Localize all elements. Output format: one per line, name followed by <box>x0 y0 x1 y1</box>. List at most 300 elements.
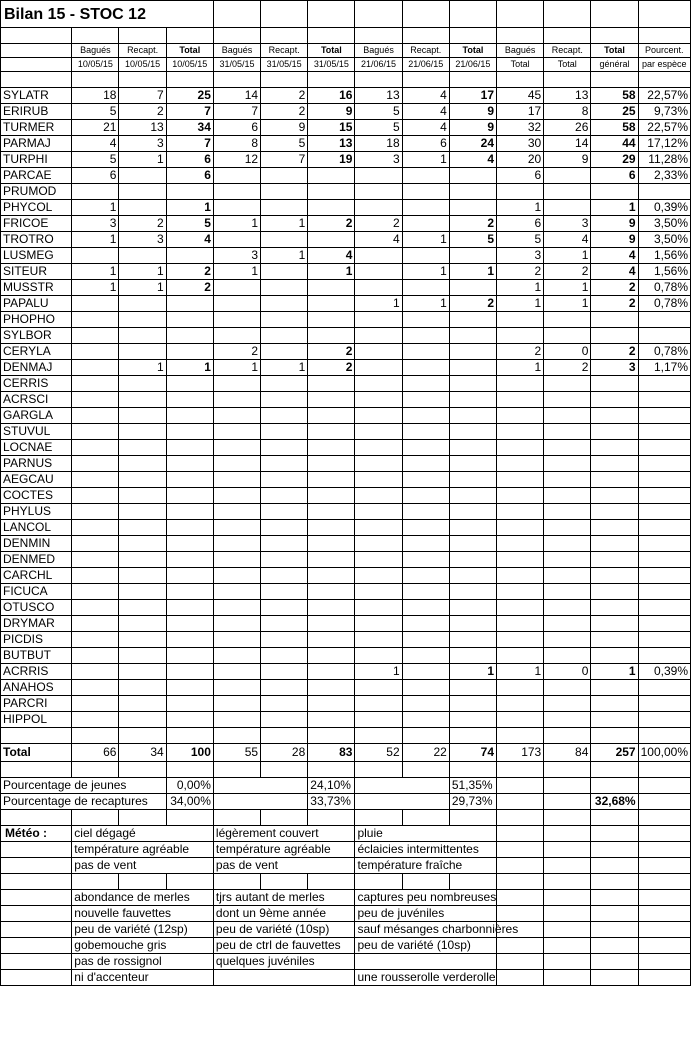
meteo-session-3: éclaicies intermittentes <box>355 842 497 858</box>
species-value: 44 <box>591 136 638 152</box>
species-value <box>355 408 402 424</box>
species-value: 32 <box>497 120 544 136</box>
species-value <box>213 600 260 616</box>
stat-general: 32,68% <box>591 794 638 810</box>
species-code: TROTRO <box>1 232 72 248</box>
species-value: 0,78% <box>638 280 690 296</box>
species-code: PAPALU <box>1 296 72 312</box>
species-value <box>72 504 119 520</box>
species-value <box>308 296 355 312</box>
total-value: 84 <box>544 744 591 762</box>
species-value <box>497 536 544 552</box>
species-value: 4 <box>591 264 638 280</box>
species-value <box>544 408 591 424</box>
species-value <box>166 424 213 440</box>
species-value: 17 <box>497 104 544 120</box>
species-value <box>166 392 213 408</box>
species-value <box>308 696 355 712</box>
species-value: 0 <box>544 344 591 360</box>
species-value <box>119 632 166 648</box>
species-value <box>213 664 260 680</box>
stat-value: 29,73% <box>449 794 496 810</box>
total-value: 100,00% <box>638 744 690 762</box>
species-value <box>544 632 591 648</box>
species-value <box>497 600 544 616</box>
species-value: 0,39% <box>638 200 690 216</box>
species-row <box>1 632 691 648</box>
species-value <box>355 264 402 280</box>
species-value <box>544 312 591 328</box>
column-header: Total <box>497 58 544 72</box>
species-value: 1,17% <box>638 360 690 376</box>
species-value <box>402 472 449 488</box>
species-value <box>355 280 402 296</box>
species-row <box>1 488 691 504</box>
species-value <box>449 696 496 712</box>
species-value <box>591 376 638 392</box>
species-value: 0 <box>544 664 591 680</box>
stat-value: 24,10% <box>308 778 355 794</box>
species-value: 2 <box>449 216 496 232</box>
species-value <box>638 376 690 392</box>
species-value: 8 <box>213 136 260 152</box>
species-value <box>261 440 308 456</box>
species-value: 21 <box>72 120 119 136</box>
species-value <box>544 376 591 392</box>
species-value: 1 <box>261 248 308 264</box>
species-value <box>72 648 119 664</box>
species-value <box>355 360 402 376</box>
species-value <box>355 488 402 504</box>
species-value <box>638 312 690 328</box>
species-value: 2 <box>308 344 355 360</box>
species-value <box>402 408 449 424</box>
species-value <box>72 552 119 568</box>
species-value <box>638 616 690 632</box>
species-value <box>166 296 213 312</box>
species-value <box>355 504 402 520</box>
header-row <box>1 58 691 72</box>
species-value: 2 <box>213 344 260 360</box>
species-value <box>449 376 496 392</box>
species-value: 3 <box>119 232 166 248</box>
species-code: CERRIS <box>1 376 72 392</box>
species-value <box>497 632 544 648</box>
species-value: 9,73% <box>638 104 690 120</box>
species-value <box>402 456 449 472</box>
column-header: Total <box>591 44 638 58</box>
species-value <box>119 296 166 312</box>
column-header: Bagués <box>72 44 119 58</box>
species-value: 5 <box>261 136 308 152</box>
species-value <box>308 552 355 568</box>
species-row <box>1 504 691 520</box>
species-value <box>591 552 638 568</box>
species-code: PHYCOL <box>1 200 72 216</box>
blank-row <box>1 810 691 826</box>
species-code: PARNUS <box>1 456 72 472</box>
species-value <box>308 312 355 328</box>
species-code: PRUMOD <box>1 184 72 200</box>
page-title: Bilan 15 - STOC 12 <box>1 1 214 28</box>
species-value <box>119 440 166 456</box>
species-value: 6 <box>497 216 544 232</box>
species-value <box>166 584 213 600</box>
species-value <box>119 248 166 264</box>
note-session-1: peu de variété (12sp) <box>72 922 214 938</box>
species-value <box>119 600 166 616</box>
note-session-2: dont un 9ème année <box>213 906 355 922</box>
species-value: 1 <box>72 232 119 248</box>
species-code: STUVUL <box>1 424 72 440</box>
species-value <box>591 712 638 728</box>
species-value <box>591 424 638 440</box>
species-value <box>213 328 260 344</box>
species-value <box>638 424 690 440</box>
species-code: AEGCAU <box>1 472 72 488</box>
species-value <box>591 184 638 200</box>
species-value <box>166 328 213 344</box>
species-row <box>1 456 691 472</box>
species-value: 1 <box>402 152 449 168</box>
species-value <box>544 392 591 408</box>
species-row <box>1 472 691 488</box>
species-row <box>1 584 691 600</box>
species-value: 1 <box>72 264 119 280</box>
species-value <box>355 616 402 632</box>
species-code: ERIRUB <box>1 104 72 120</box>
species-row <box>1 296 691 312</box>
species-row <box>1 216 691 232</box>
total-value: 55 <box>213 744 260 762</box>
column-header: 21/06/15 <box>402 58 449 72</box>
species-code: OTUSCO <box>1 600 72 616</box>
species-value: 9 <box>591 232 638 248</box>
species-value <box>449 488 496 504</box>
species-value <box>449 200 496 216</box>
meteo-session-3: pluie <box>355 826 497 842</box>
total-value: 22 <box>402 744 449 762</box>
species-value <box>638 392 690 408</box>
species-value <box>119 200 166 216</box>
species-value: 2 <box>497 264 544 280</box>
species-value: 2 <box>261 88 308 104</box>
species-row <box>1 152 691 168</box>
species-value: 13 <box>544 88 591 104</box>
species-value: 1 <box>449 664 496 680</box>
species-row <box>1 568 691 584</box>
species-value <box>591 584 638 600</box>
species-value <box>119 520 166 536</box>
species-row <box>1 696 691 712</box>
stat-value: 51,35% <box>449 778 496 794</box>
species-value <box>119 184 166 200</box>
species-value <box>449 360 496 376</box>
species-value <box>72 248 119 264</box>
species-value <box>308 648 355 664</box>
note-session-3: captures peu nombreuses <box>355 890 497 906</box>
species-value <box>119 648 166 664</box>
species-value <box>449 600 496 616</box>
species-value <box>261 264 308 280</box>
species-value <box>591 328 638 344</box>
species-value: 1 <box>119 280 166 296</box>
species-value <box>449 648 496 664</box>
species-value: 9 <box>449 120 496 136</box>
species-code: LUSMEG <box>1 248 72 264</box>
species-value: 1,56% <box>638 248 690 264</box>
species-value <box>402 680 449 696</box>
species-code: MUSSTR <box>1 280 72 296</box>
species-value <box>402 200 449 216</box>
species-value <box>544 488 591 504</box>
species-value <box>119 392 166 408</box>
species-value <box>213 584 260 600</box>
species-code: TURMER <box>1 120 72 136</box>
species-value <box>449 344 496 360</box>
species-value: 3 <box>355 152 402 168</box>
species-value <box>402 520 449 536</box>
column-header: Bagués <box>213 44 260 58</box>
species-value <box>591 312 638 328</box>
species-value: 1 <box>308 264 355 280</box>
species-value: 9 <box>449 104 496 120</box>
species-value <box>449 248 496 264</box>
species-value: 5 <box>355 120 402 136</box>
species-value: 2 <box>544 264 591 280</box>
species-value <box>591 472 638 488</box>
column-header: Total <box>308 44 355 58</box>
stat-label: Pourcentage de recaptures <box>1 794 167 810</box>
species-row <box>1 600 691 616</box>
total-value: 34 <box>119 744 166 762</box>
species-row <box>1 648 691 664</box>
species-value: 45 <box>497 88 544 104</box>
species-value <box>261 584 308 600</box>
species-value: 2,33% <box>638 168 690 184</box>
species-value <box>544 472 591 488</box>
species-value <box>213 280 260 296</box>
meteo-session-1: pas de vent <box>72 858 214 874</box>
species-value <box>213 696 260 712</box>
species-value <box>72 408 119 424</box>
species-value <box>544 504 591 520</box>
species-value: 6 <box>166 168 213 184</box>
species-value <box>308 568 355 584</box>
species-value: 1 <box>497 664 544 680</box>
species-value <box>497 440 544 456</box>
species-value <box>544 184 591 200</box>
species-value <box>402 440 449 456</box>
species-value: 0,78% <box>638 344 690 360</box>
species-value <box>638 488 690 504</box>
species-value <box>449 440 496 456</box>
species-value <box>638 696 690 712</box>
species-value <box>308 376 355 392</box>
species-value <box>355 168 402 184</box>
species-row <box>1 264 691 280</box>
species-value: 26 <box>544 120 591 136</box>
species-value <box>261 536 308 552</box>
species-value <box>119 328 166 344</box>
species-value <box>544 568 591 584</box>
species-value: 2 <box>449 296 496 312</box>
species-value <box>355 568 402 584</box>
species-value <box>261 168 308 184</box>
species-value: 1 <box>402 232 449 248</box>
species-value <box>213 616 260 632</box>
note-session-3 <box>355 954 497 970</box>
species-value <box>355 552 402 568</box>
note-session-2 <box>213 970 355 986</box>
total-value: 100 <box>166 744 213 762</box>
column-header: Recapt. <box>119 44 166 58</box>
species-value <box>261 328 308 344</box>
species-value <box>591 536 638 552</box>
column-header: par espèce <box>638 58 690 72</box>
species-value: 17 <box>449 88 496 104</box>
species-value <box>308 232 355 248</box>
species-value <box>591 408 638 424</box>
note-session-3: peu de juvéniles <box>355 906 497 922</box>
species-value: 9 <box>544 152 591 168</box>
meteo-session-1: ciel dégagé <box>72 826 214 842</box>
species-value <box>355 328 402 344</box>
blank-row <box>1 762 691 778</box>
species-value <box>261 568 308 584</box>
species-value: 25 <box>591 104 638 120</box>
meteo-row <box>1 826 691 842</box>
species-value: 1 <box>544 280 591 296</box>
column-header: 31/05/15 <box>261 58 308 72</box>
species-value <box>261 552 308 568</box>
species-value: 13 <box>355 88 402 104</box>
species-value <box>119 616 166 632</box>
species-value <box>72 488 119 504</box>
species-value <box>449 520 496 536</box>
species-value <box>119 664 166 680</box>
species-code: HIPPOL <box>1 712 72 728</box>
species-value <box>213 552 260 568</box>
species-value: 2 <box>591 344 638 360</box>
species-row <box>1 520 691 536</box>
species-value <box>166 312 213 328</box>
species-value <box>213 632 260 648</box>
species-row <box>1 344 691 360</box>
species-value <box>355 584 402 600</box>
species-value <box>591 488 638 504</box>
stat-value: 0,00% <box>166 778 213 794</box>
species-value <box>119 488 166 504</box>
total-label: Total <box>1 744 72 762</box>
species-value: 18 <box>72 88 119 104</box>
note-session-3: peu de variété (10sp) <box>355 938 497 954</box>
species-value <box>402 376 449 392</box>
species-value <box>308 584 355 600</box>
total-value: 257 <box>591 744 638 762</box>
meteo-session-2: légèrement couvert <box>213 826 355 842</box>
species-value <box>402 504 449 520</box>
species-value: 1 <box>497 280 544 296</box>
species-row <box>1 312 691 328</box>
species-code: DENMAJ <box>1 360 72 376</box>
total-row <box>1 744 691 762</box>
species-code: DENMIN <box>1 536 72 552</box>
species-value <box>261 344 308 360</box>
species-value: 1 <box>213 360 260 376</box>
species-value: 12 <box>213 152 260 168</box>
species-value <box>308 520 355 536</box>
species-value <box>355 312 402 328</box>
meteo-row <box>1 858 691 874</box>
species-value: 9 <box>591 216 638 232</box>
species-value <box>638 536 690 552</box>
species-value: 3 <box>213 248 260 264</box>
species-value: 2 <box>261 104 308 120</box>
species-value <box>544 520 591 536</box>
species-value <box>72 440 119 456</box>
species-value: 14 <box>544 136 591 152</box>
species-value: 1 <box>166 360 213 376</box>
column-header: 21/06/15 <box>355 58 402 72</box>
species-value <box>449 680 496 696</box>
species-value: 4 <box>355 232 402 248</box>
species-value <box>119 408 166 424</box>
species-value <box>402 616 449 632</box>
species-value <box>72 696 119 712</box>
species-value: 1 <box>119 264 166 280</box>
species-value <box>638 584 690 600</box>
species-value <box>638 456 690 472</box>
species-value <box>544 328 591 344</box>
species-code: ACRSCI <box>1 392 72 408</box>
species-value <box>402 312 449 328</box>
species-value <box>213 232 260 248</box>
species-value <box>497 552 544 568</box>
species-row <box>1 552 691 568</box>
species-value <box>308 200 355 216</box>
species-value <box>213 376 260 392</box>
species-value: 4 <box>402 88 449 104</box>
species-value <box>449 504 496 520</box>
species-value <box>166 344 213 360</box>
species-value <box>591 600 638 616</box>
species-value <box>72 520 119 536</box>
species-value <box>119 472 166 488</box>
species-value <box>497 696 544 712</box>
note-row <box>1 954 691 970</box>
species-value <box>308 424 355 440</box>
species-value: 5 <box>166 216 213 232</box>
species-value <box>355 520 402 536</box>
species-value: 1 <box>497 296 544 312</box>
species-value <box>213 488 260 504</box>
species-value <box>402 184 449 200</box>
species-value: 1 <box>497 360 544 376</box>
species-value <box>166 616 213 632</box>
species-code: PHOPHO <box>1 312 72 328</box>
species-value: 1 <box>449 264 496 280</box>
species-value <box>544 200 591 216</box>
species-value <box>261 184 308 200</box>
species-value: 4 <box>402 120 449 136</box>
species-value: 6 <box>497 168 544 184</box>
species-value <box>213 408 260 424</box>
species-value <box>497 680 544 696</box>
species-value <box>308 680 355 696</box>
species-value: 2 <box>119 216 166 232</box>
species-value <box>591 680 638 696</box>
